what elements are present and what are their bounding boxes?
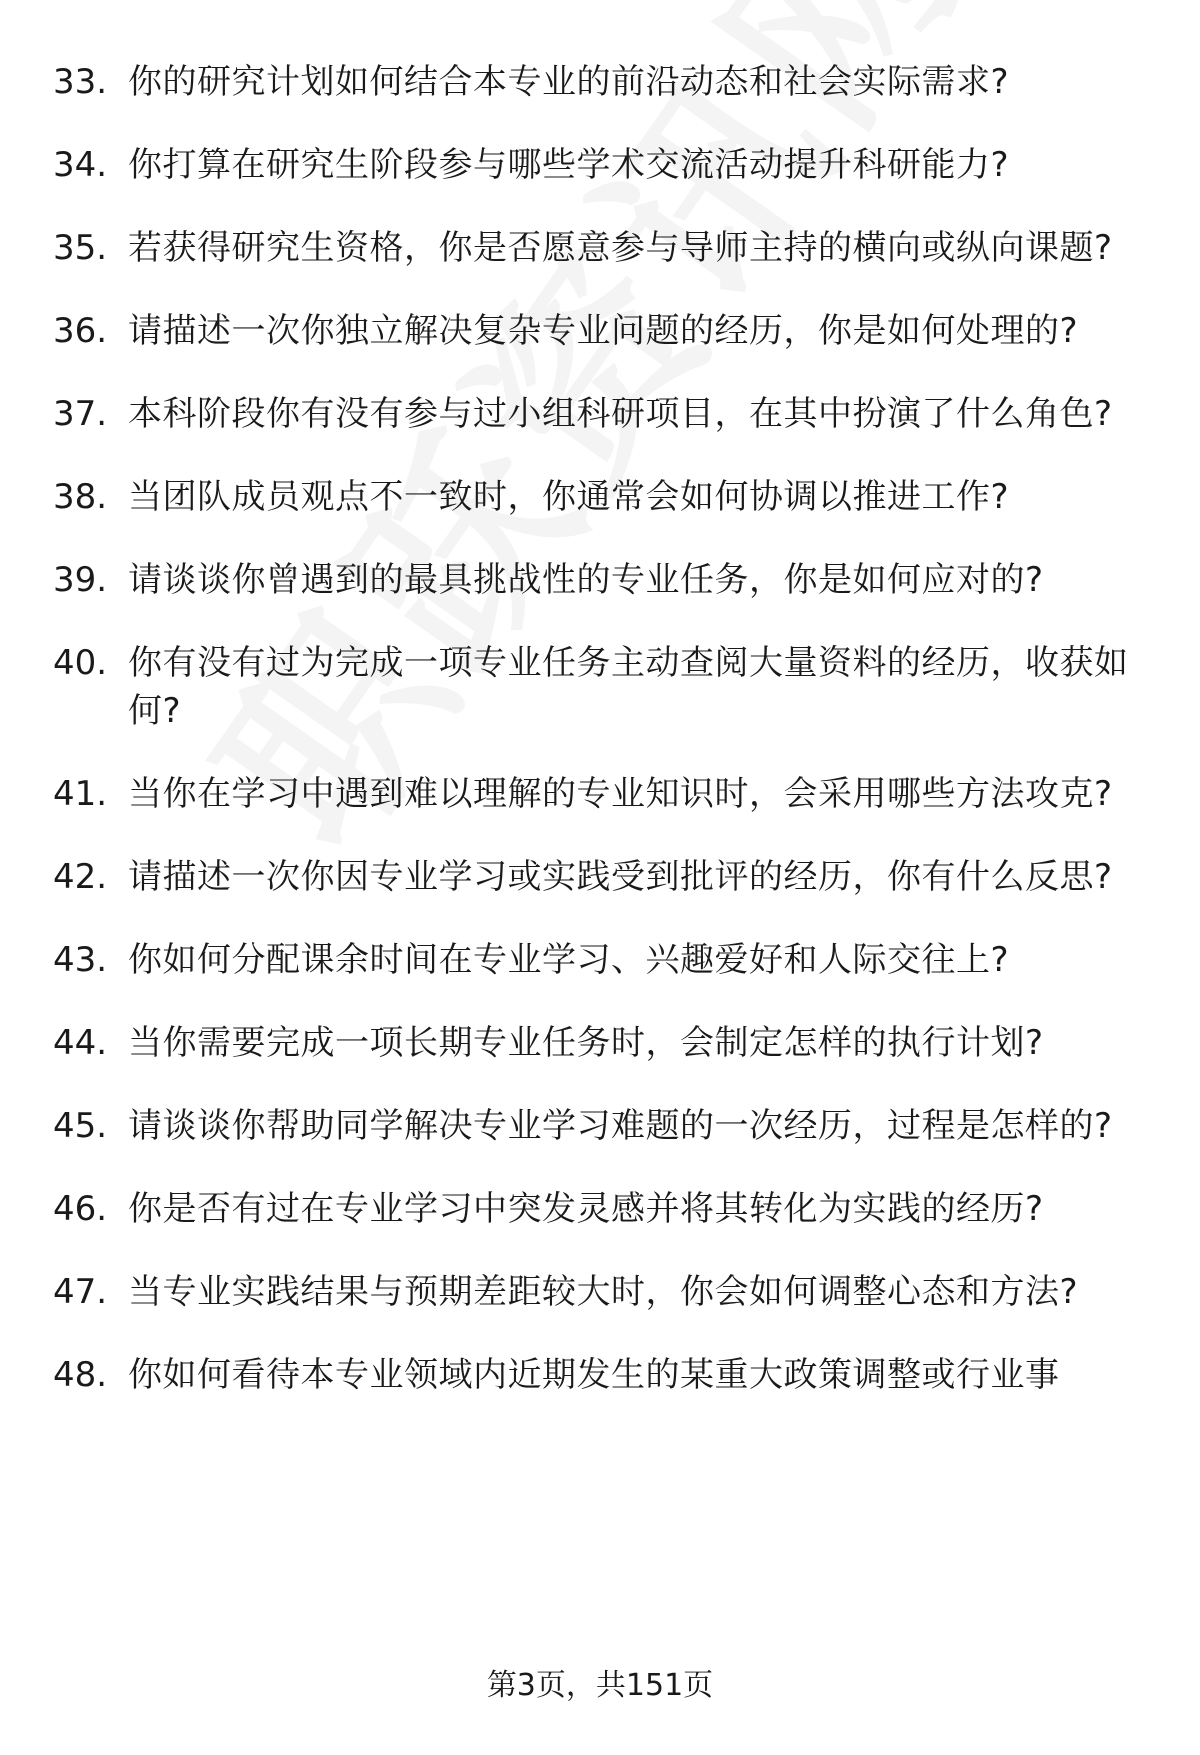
question-text: 请描述一次你因专业学习或实践受到批评的经历，你有什么反思? <box>128 857 1113 897</box>
question-text: 当专业实践结果与预期差距较大时，你会如何调整心态和方法? <box>128 1272 1079 1312</box>
question-item <box>0 141 1200 189</box>
question-text: 你有没有过为完成一项专业任务主动查阅大量资料的经历，收获如何? <box>128 643 1129 731</box>
question-number: 36. <box>53 311 108 351</box>
question-text: 当你需要完成一项长期专业任务时，会制定怎样的执行计划? <box>128 1023 1044 1063</box>
question-text: 本科阶段你有没有参与过小组科研项目，在其中扮演了什么角色? <box>128 394 1113 434</box>
question-number: 40. <box>53 643 108 683</box>
question-text: 你如何分配课余时间在专业学习、兴趣爱好和人际交往上? <box>128 940 1010 980</box>
question-text: 请描述一次你独立解决复杂专业问题的经历，你是如何处理的? <box>128 311 1079 351</box>
question-number: 33. <box>53 62 108 102</box>
question-number: 35. <box>53 228 108 268</box>
question-number: 39. <box>53 560 108 600</box>
question-text: 你如何看待本专业领域内近期发生的某重大政策调整或行业事 <box>128 1355 1060 1395</box>
question-text: 若获得研究生资格，你是否愿意参与导师主持的横向或纵向课题? <box>128 228 1113 268</box>
question-text: 你的研究计划如何结合本专业的前沿动态和社会实际需求? <box>128 62 1010 102</box>
question-item <box>0 473 1200 521</box>
page-footer: 第3页，共151页 <box>486 1668 714 1703</box>
question-text: 你是否有过在专业学习中突发灵感并将其转化为实践的经历? <box>128 1189 1044 1229</box>
question-number: 41. <box>53 774 108 814</box>
question-item <box>0 307 1200 355</box>
question-item <box>0 1185 1200 1233</box>
question-number: 43. <box>53 940 108 980</box>
question-number: 42. <box>53 857 108 897</box>
question-item <box>0 1351 1200 1399</box>
question-number: 47. <box>53 1272 108 1312</box>
question-list <box>0 58 1200 1434</box>
question-text: 当团队成员观点不一致时，你通常会如何协调以推进工作? <box>128 477 1010 517</box>
question-item <box>0 556 1200 604</box>
question-item <box>0 936 1200 984</box>
question-item <box>0 770 1200 818</box>
question-number: 44. <box>53 1023 108 1063</box>
question-number: 38. <box>53 477 108 517</box>
question-item <box>0 224 1200 272</box>
question-number: 34. <box>53 145 108 185</box>
question-item <box>0 1268 1200 1316</box>
question-text: 请谈谈你曾遇到的最具挑战性的专业任务，你是如何应对的? <box>128 560 1044 600</box>
question-text: 你打算在研究生阶段参与哪些学术交流活动提升科研能力? <box>128 145 1010 185</box>
question-item <box>0 639 1200 735</box>
question-item <box>0 1019 1200 1067</box>
question-text: 当你在学习中遇到难以理解的专业知识时，会采用哪些方法攻克? <box>128 774 1113 814</box>
question-item <box>0 853 1200 901</box>
question-item <box>0 1102 1200 1150</box>
question-item <box>0 390 1200 438</box>
question-number: 37. <box>53 394 108 434</box>
question-number: 46. <box>53 1189 108 1229</box>
question-number: 45. <box>53 1106 108 1146</box>
question-number: 48. <box>53 1355 108 1395</box>
question-text: 请谈谈你帮助同学解决专业学习难题的一次经历，过程是怎样的? <box>128 1106 1113 1146</box>
question-item <box>0 58 1200 106</box>
